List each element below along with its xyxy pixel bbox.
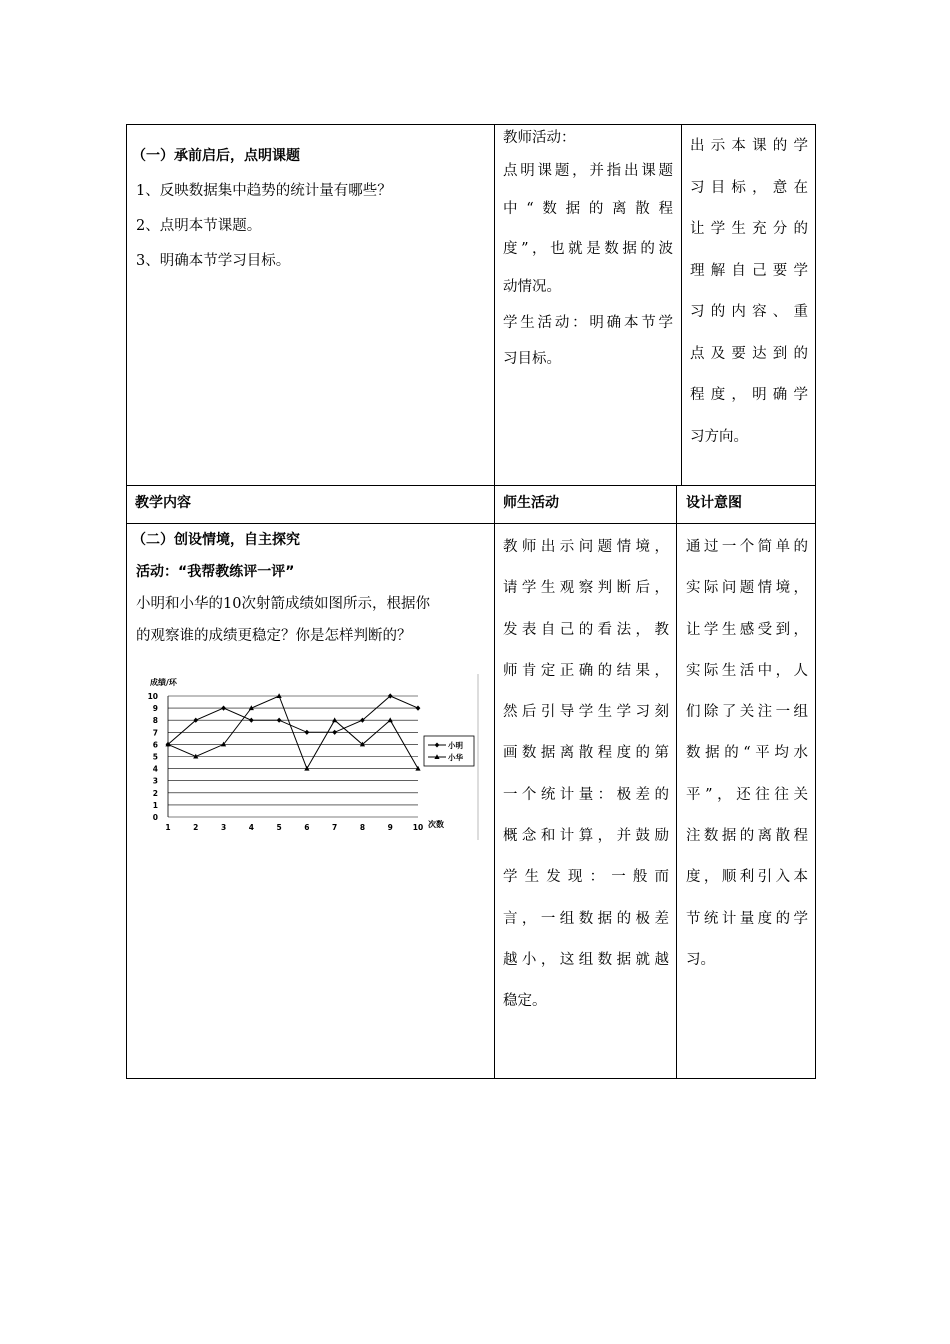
header-content: 教学内容 [135, 495, 191, 511]
row2-intent-line: 度，顺利引入本 [686, 869, 808, 886]
chart-y-tick-label: 8 [152, 716, 158, 726]
chart-y-tick-label: 3 [152, 776, 158, 786]
header-activity: 师生活动 [503, 495, 559, 511]
chart-x-tick-label: 5 [276, 823, 282, 832]
row1-activity-cell [503, 128, 673, 372]
row2-intent-line: 习。 [686, 951, 715, 968]
row1-activity-line: 动情况。 [503, 279, 561, 295]
chart-point [416, 706, 421, 711]
row2-activity-line: 教师出示问题情境， [503, 539, 669, 555]
row1-intent-line: 习目标，意在 [690, 179, 808, 196]
row1-intent-line: 点及要达到的 [690, 345, 808, 362]
chart-x-tick-label: 7 [332, 823, 338, 832]
row2-divider-2 [676, 485, 677, 1079]
row1-intent-line: 程度，明确学 [690, 387, 808, 403]
row2-intent-line: 节统计量度的学 [686, 910, 808, 927]
row2-activity-line: 概念和计算，并鼓励 [503, 828, 669, 845]
row2-intent-line: 让学生感受到， [686, 621, 808, 638]
row1-intent-line: 理解自己要学 [690, 262, 808, 279]
row2-intent-line: 实际问题情境， [686, 580, 808, 597]
row1-activity-line: 中“数据的离散程 [503, 201, 673, 217]
chart-point [221, 706, 226, 711]
chart-legend-label: 小明 [448, 741, 463, 750]
chart-y-tick-label: 10 [147, 692, 158, 701]
chart-point [388, 717, 393, 722]
header-bottom-rule [126, 523, 816, 524]
chart-x-tick-label: 1 [165, 823, 171, 832]
row2-heading: （二）创设情境，自主探究 [132, 532, 300, 548]
row1-divider-1 [494, 124, 495, 486]
chart-x-tick-label: 10 [412, 823, 424, 832]
chart-x-tick-label: 6 [304, 823, 310, 832]
chart-point [304, 766, 309, 771]
row1-item-2: 2、点明本节课题。 [136, 218, 262, 234]
row2-activity-title: 活动：“我帮教练评一评” [136, 564, 295, 580]
chart-point [304, 730, 309, 735]
chart-x-tick-label: 2 [193, 823, 199, 832]
row2-activity-line: 然后引导学生学习刻 [503, 704, 669, 721]
row1-activity-line: 习目标。 [503, 351, 561, 367]
row2-activity-line: 师肯定正确的结果， [503, 662, 669, 679]
row2-activity-line: 学生发现：一般而 [503, 869, 669, 886]
row2-activity-line: 一个统计量：极差的 [503, 786, 669, 803]
chart-y-tick-label: 5 [152, 752, 158, 762]
chart-legend-label: 小华 [448, 753, 463, 762]
chart-y-tick-label: 9 [152, 704, 158, 714]
row2-intent-line: 通过一个简单的 [686, 539, 808, 555]
header-top-rule [126, 485, 816, 486]
row1-intent-line: 出示本课的学 [690, 138, 808, 154]
row2-question-line-2: 的观察谁的成绩更稳定？你是怎样判断的？ [136, 628, 412, 644]
chart-x-tick-label: 9 [387, 823, 393, 832]
row1-intent-line: 习的内容、重 [690, 304, 808, 320]
row1-heading: （一）承前启后，点明课题 [132, 148, 300, 164]
row2-activity-line: 越小，这组数据就越 [503, 951, 669, 968]
chart-point [332, 730, 337, 735]
row1-divider-2 [681, 124, 682, 486]
chart-y-tick-label: 7 [152, 728, 158, 738]
row2-intent-cell [686, 527, 808, 981]
chart-point [415, 766, 420, 771]
row2-activity-line: 言，一组数据的极差 [503, 910, 669, 927]
chart-point [277, 718, 282, 723]
row2-intent-line: 注数据的离散程 [686, 828, 808, 845]
row1-intent-cell [690, 126, 808, 458]
row1-activity-line: 度”，也就是数据的波 [503, 241, 673, 257]
score-line-chart [136, 672, 481, 842]
row2-activity-line: 请学生观察判断后， [503, 580, 669, 597]
row2-divider-1 [494, 485, 495, 1079]
row1-activity-line: 教师活动： [503, 130, 576, 146]
chart-point [277, 693, 282, 698]
chart-x-tick-label: 3 [220, 823, 227, 832]
row2-activity-line: 稳定。 [503, 993, 547, 1010]
chart-y-tick-label: 1 [152, 800, 158, 810]
chart-x-axis-label: 次数 [428, 820, 444, 829]
row1-activity-line: 学生活动：明确本节学 [503, 315, 673, 331]
chart-x-tick-label: 8 [359, 823, 366, 832]
chart-y-tick-label: 0 [152, 813, 158, 822]
row1-intent-line: 让学生充分的 [690, 221, 808, 237]
row2-activity-line: 画数据离散程度的第 [503, 745, 669, 762]
chart-point [332, 717, 337, 722]
chart-point [249, 718, 254, 723]
row1-activity-line: 点明课题，并指出课题 [503, 163, 673, 179]
row2-content-cell [132, 529, 488, 645]
chart-y-tick-label: 6 [152, 740, 158, 750]
chart-x-tick-label: 4 [248, 823, 254, 832]
row2-intent-line: 数据的“平均水 [686, 745, 808, 762]
row2-question-line-1: 小明和小华的10次射箭成绩如图所示，根据你 [136, 596, 430, 612]
row2-activity-cell [503, 527, 669, 1023]
row1-item-3: 3、明确本节学习目标。 [136, 253, 291, 269]
row1-intent-line: 习方向。 [690, 428, 748, 445]
row2-intent-line: 们除了关注一组 [686, 704, 808, 721]
row1-item-1: 1、反映数据集中趋势的统计量有哪些？ [136, 183, 392, 199]
row2-intent-line: 平”，还往往关 [686, 786, 808, 803]
chart-y-tick-label: 2 [152, 788, 158, 798]
chart-y-axis-label: 成绩/环 [150, 678, 177, 687]
row2-intent-line: 实际生活中，人 [686, 662, 808, 679]
header-intent: 设计意图 [686, 495, 742, 511]
row1-content-cell [132, 145, 486, 270]
row2-activity-line: 发表自己的看法，教 [503, 621, 669, 638]
chart-y-tick-label: 4 [152, 764, 158, 774]
